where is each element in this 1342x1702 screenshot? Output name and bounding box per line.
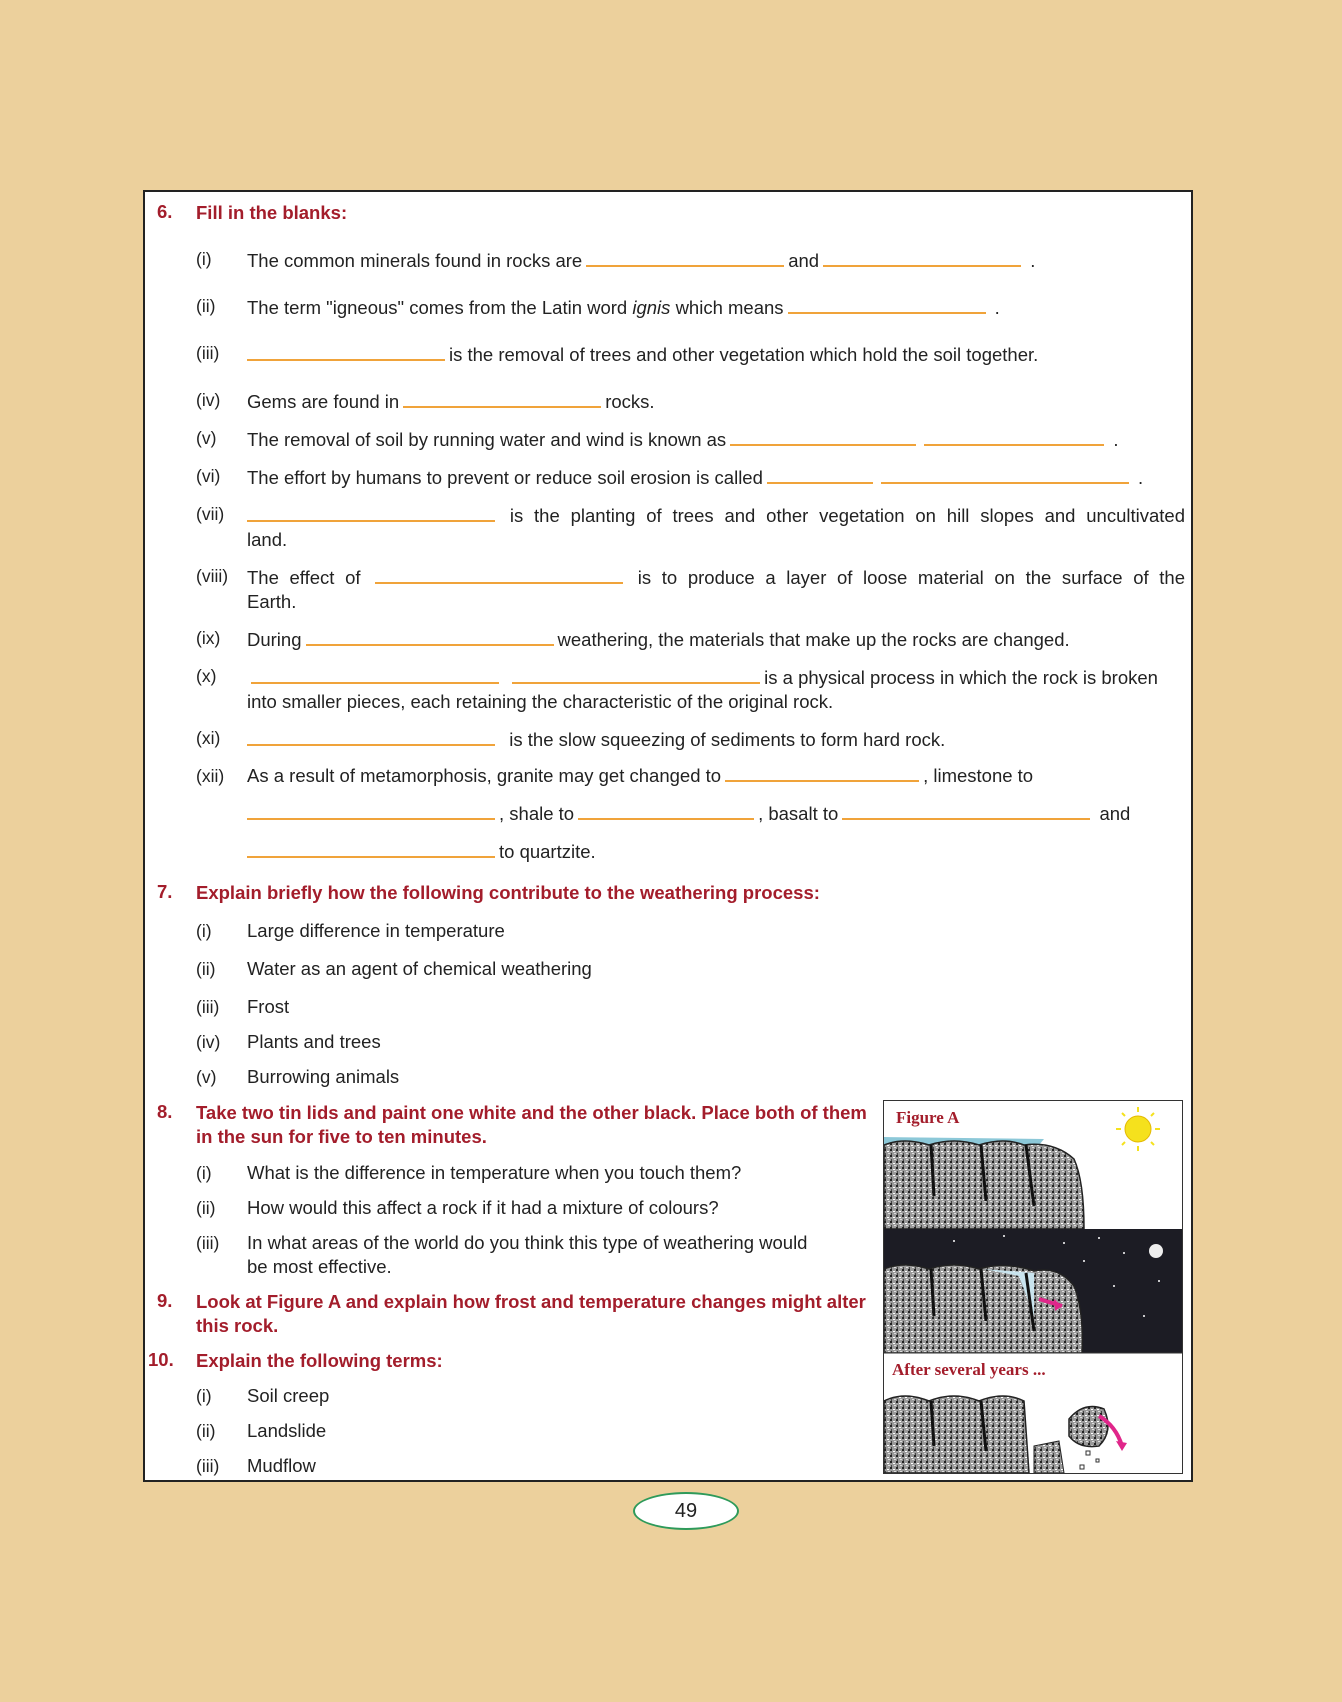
item-text: As a result of metamorphosis, granite may get changed to — [247, 765, 722, 786]
answer-blank[interactable] — [306, 626, 554, 646]
answer-blank[interactable] — [247, 838, 495, 858]
item-number: (x) — [196, 666, 217, 686]
item-text: is the slow squeezing of sediments to form hard rock. — [509, 729, 946, 750]
item-text: The common minerals found in rocks are — [247, 250, 583, 271]
item-text: rocks. — [605, 391, 655, 412]
figure-a — [883, 1100, 1183, 1474]
item-number: (v) — [196, 1067, 217, 1087]
question-7-number: 7. — [157, 881, 173, 902]
item-text: Large difference in temperature — [247, 920, 505, 941]
item-text: into smaller pieces, each retaining the characteristic of the original rock. — [247, 691, 834, 712]
item-text: , limestone to — [923, 765, 1034, 786]
item-number: (xi) — [196, 728, 221, 748]
item-text: is the removal of trees and other vegetation which hold the soil together. — [449, 344, 1039, 365]
item-text: The removal of soil by running water and wind is known as — [247, 429, 727, 450]
item-text: and — [788, 250, 820, 271]
moon-icon — [1149, 1244, 1163, 1258]
item-number: (viii) — [196, 566, 229, 586]
item-text: which means — [675, 297, 784, 318]
item-text: weathering, the materials that make up the rocks are changed. — [557, 629, 1070, 650]
item-text: . — [1030, 250, 1036, 271]
answer-blank[interactable] — [730, 426, 916, 446]
answer-blank[interactable] — [725, 762, 919, 782]
item-number: (i) — [196, 1163, 212, 1183]
item-number: (iii) — [196, 997, 220, 1017]
question-8-title — [196, 1101, 876, 1149]
figure-label: Figure A — [896, 1108, 960, 1127]
item-text: Soil creep — [247, 1385, 330, 1406]
question-7-title: Explain briefly how the following contribute to the weathering process: — [196, 882, 820, 903]
item-text: Water as an agent of chemical weathering — [247, 958, 592, 979]
item-number: (ii) — [196, 296, 216, 316]
answer-blank[interactable] — [924, 426, 1104, 446]
item-number: (i) — [196, 921, 212, 941]
item-number: (iii) — [196, 1456, 220, 1476]
question-10-title: Explain the following terms: — [196, 1350, 443, 1371]
answer-blank[interactable] — [247, 341, 445, 361]
item-number: (iv) — [196, 390, 221, 410]
item-text: . — [1113, 429, 1119, 450]
item-text: What is the difference in temperature when you touch them? — [247, 1162, 742, 1183]
answer-blank[interactable] — [512, 664, 760, 684]
item-text: to quartzite. — [499, 841, 596, 862]
item-number: (i) — [196, 1386, 212, 1406]
item-text: and — [1099, 803, 1131, 824]
item-text: Frost — [247, 996, 290, 1017]
answer-blank[interactable] — [823, 247, 1021, 267]
item-text: is a physical process in which the rock is broken — [764, 667, 1158, 688]
answer-blank[interactable] — [788, 294, 986, 314]
falling-rock — [1069, 1407, 1108, 1447]
item-text: , shale to — [499, 803, 575, 824]
title-line: this rock. — [196, 1315, 279, 1336]
item-number: (vi) — [196, 466, 221, 486]
answer-blank[interactable] — [403, 388, 601, 408]
item-number: (ii) — [196, 1421, 216, 1441]
question-9-title — [196, 1290, 876, 1338]
answer-blank[interactable] — [578, 800, 754, 820]
answer-blank[interactable] — [881, 464, 1129, 484]
page-number: 49 — [633, 1492, 739, 1530]
answer-blank[interactable] — [767, 464, 873, 484]
answer-blank[interactable] — [375, 564, 623, 584]
item-text: Earth. — [247, 591, 297, 612]
answer-blank[interactable] — [247, 502, 495, 522]
item-number: (ix) — [196, 628, 221, 648]
item-text: Burrowing animals — [247, 1066, 400, 1087]
worksheet-page — [143, 190, 1193, 1482]
item-number: (ii) — [196, 959, 216, 979]
answer-blank[interactable] — [251, 664, 499, 684]
item-text — [247, 1231, 877, 1279]
item-text: . — [994, 297, 1000, 318]
item-text: Mudflow — [247, 1455, 316, 1476]
item-number: (iii) — [196, 343, 220, 363]
item-text: Gems are found in — [247, 391, 400, 412]
answer-blank[interactable] — [586, 247, 784, 267]
item-number: (ii) — [196, 1198, 216, 1218]
item-text: Landslide — [247, 1420, 327, 1441]
item-text: land. — [247, 529, 288, 550]
question-6-title: Fill in the blanks: — [196, 202, 348, 223]
item-text: The effect of — [247, 567, 361, 588]
item-text: Plants and trees — [247, 1031, 381, 1052]
answer-blank[interactable] — [247, 800, 495, 820]
answer-blank[interactable] — [842, 800, 1090, 820]
item-number: (iv) — [196, 1032, 221, 1052]
item-text: is the planting of trees and other vegetation on hill slopes and uncultivated — [509, 505, 1186, 526]
item-text: The effort by humans to prevent or reduce soil erosion is called — [247, 467, 763, 488]
item-text: During — [247, 629, 302, 650]
question-9-number: 9. — [157, 1290, 173, 1311]
item-text-line: In what areas of the world do you think this type of weathering would — [247, 1232, 808, 1253]
item-number: (vii) — [196, 504, 225, 524]
item-text-line: be most effective. — [247, 1256, 392, 1277]
item-number: (v) — [196, 428, 217, 448]
question-8-number: 8. — [157, 1101, 173, 1122]
item-text: is to produce a layer of loose material on the surface of the — [637, 567, 1186, 588]
title-line: Look at Figure A and explain how frost and temperature changes might alter — [196, 1291, 866, 1312]
figure-a-illustration — [884, 1101, 1182, 1473]
question-10-number: 10. — [148, 1349, 174, 1370]
item-number: (xii) — [196, 766, 225, 786]
item-text: . — [1138, 467, 1144, 488]
figure-caption: After several years ... — [892, 1360, 1046, 1379]
title-line: Take two tin lids and paint one white and the other black. Place both of them — [196, 1102, 867, 1123]
item-number: (iii) — [196, 1233, 220, 1253]
item-text-italic: ignis — [632, 297, 671, 318]
item-text: , basalt to — [758, 803, 839, 824]
title-line: in the sun for five to ten minutes. — [196, 1126, 487, 1147]
item-text: The term "igneous" comes from the Latin word — [247, 297, 628, 318]
item-text: How would this affect a rock if it had a mixture of colours? — [247, 1197, 719, 1218]
question-6-number: 6. — [157, 201, 173, 222]
item-number: (i) — [196, 249, 212, 269]
answer-blank[interactable] — [247, 726, 495, 746]
